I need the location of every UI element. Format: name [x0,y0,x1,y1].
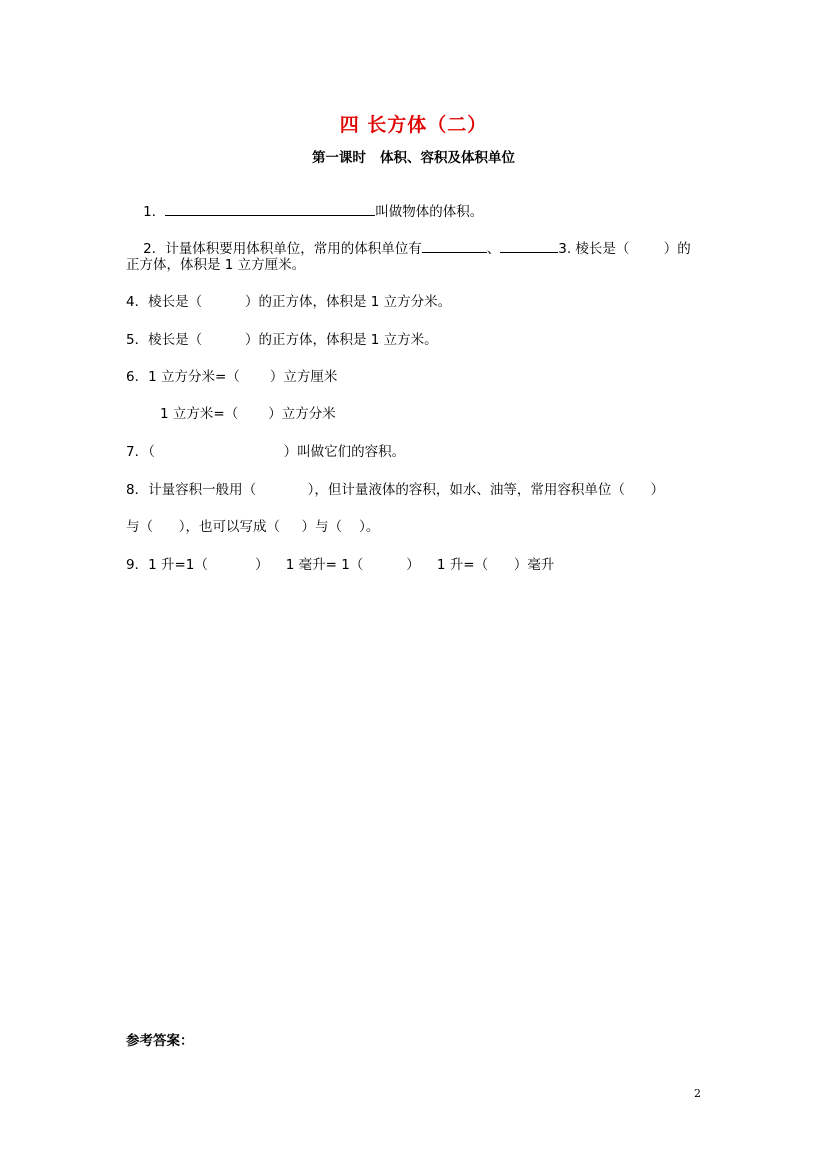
question-7: 7．（ ）叫做它们的容积。 [126,444,406,460]
question-5: 5．棱长是（ ）的正方体，体积是 1 立方米。 [126,332,438,348]
page-title: 四 长方体（二） [339,114,488,136]
question-9: 9．1 升=1（ ） 1 毫升= 1（ ） 1 升=（ ）毫升 [126,557,555,573]
question-1-text: 叫做物体的体积。 [375,204,484,220]
question-2-separator: 、 [486,241,501,257]
answers-heading: 参考答案： [126,1033,194,1049]
question-4: 4．棱长是（ ）的正方体，体积是 1 立方分米。 [126,294,452,310]
question-3-start: 3. 棱长是（ ）的 [558,241,691,257]
question-1-blank [165,200,375,216]
lesson-subtitle: 第一课时 体积、容积及体积单位 [311,150,516,166]
question-8-line-2: 与（ ），也可以写成（ ）与（ ）。 [126,519,380,535]
question-6-line-1: 6．1 立方分米=（ ）立方厘米 [126,369,338,385]
question-8-line-1: 8．计量容积一般用（ ），但计量液体的容积，如水、油等，常用容积单位（ ） [126,482,665,498]
question-2-line-1 [126,217,691,257]
page-number: 2 [694,1087,701,1100]
question-2-text: 2．计量体积要用体积单位，常用的体积单位有 [143,241,422,257]
question-1-number: 1． [143,204,166,220]
question-2-blank-1 [422,237,487,253]
question-6-line-2: 1 立方米=（ ）立方分米 [160,406,336,422]
question-3-line-2: 正方体，体积是 1 立方厘米。 [126,257,306,273]
question-1 [126,180,484,220]
question-2-blank-2 [500,237,558,253]
